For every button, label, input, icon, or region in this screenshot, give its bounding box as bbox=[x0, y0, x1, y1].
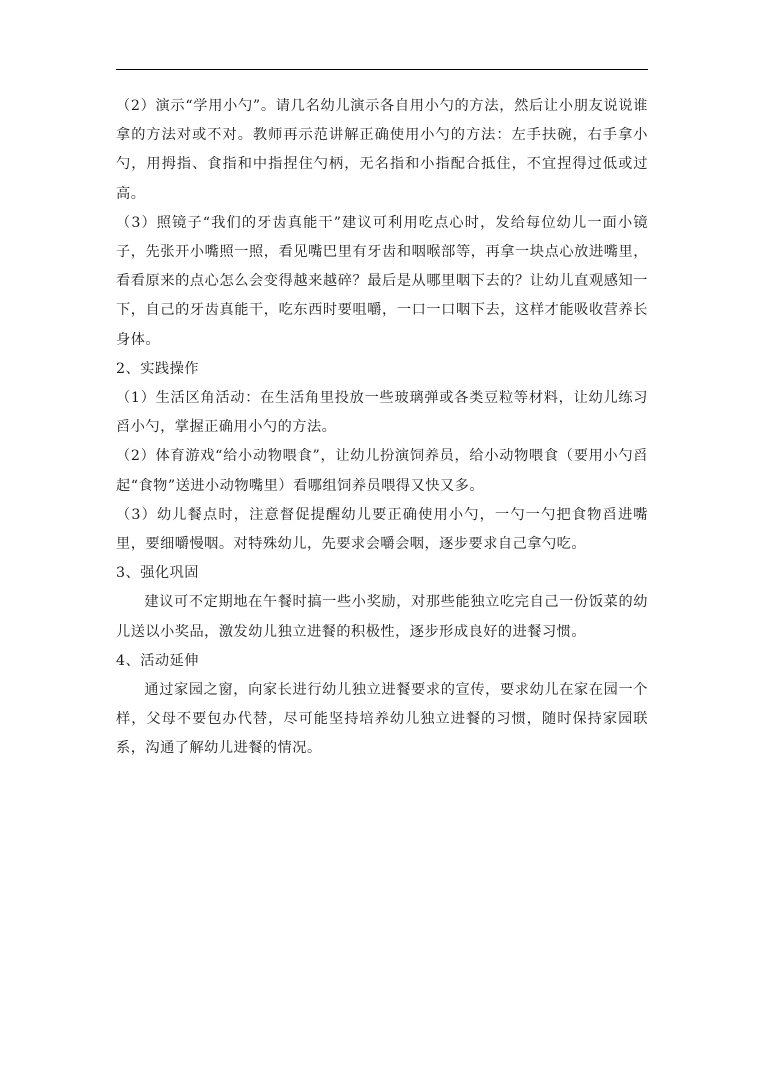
section-heading-extension: 4、活动延伸 bbox=[116, 652, 199, 669]
paragraph-mirror-teeth: （3）照镜子“我们的牙齿真能干”建议可利用吃点心时，发给每位幼儿一面小镜子，先张开小嘴照一照，看见嘴巴里有牙齿和咽喉部等，再拿一块点心放进嘴里，看看原来的点心怎么会变得越来越碎？最后是从哪里咽下去的？让幼儿直观感知一下，自己的牙齿真能干，吃东西时要咀嚼，一口一口咽下去，这样才能吸收营养长身体。 bbox=[116, 214, 648, 348]
section-heading-practice: 2、实践操作 bbox=[116, 360, 199, 377]
header-rule bbox=[116, 69, 648, 70]
paragraph-home-school: 通过家园之窗，向家长进行幼儿独立进餐要求的宣传，要求幼儿在家在园一个样，父母不要包办代替，尽可能坚持培养幼儿独立进餐的习惯，随时保持家园联系，沟通了解幼儿进餐的情况。 bbox=[116, 682, 648, 757]
paragraph-demo-spoon: （2）演示“学用小勺”。请几名幼儿演示各自用小勺的方法，然后让小朋友说说谁拿的方法对或不对。教师再示范讲解正确使用小勺的方法：左手扶碗，右手拿小勺，用拇指、食指和中指捏住勺柄，无名指和小指配合抵住，不宜捏得过低或过高。 bbox=[116, 98, 648, 202]
section-heading-reinforce: 3、强化巩固 bbox=[116, 565, 199, 582]
paragraph-rewards: 建议可不定期地在午餐时搞一些小奖励，对那些能独立吃完自己一份饭菜的幼儿送以小奖品，激发幼儿独立进餐的积极性，逐步形成良好的进餐习惯。 bbox=[116, 594, 648, 640]
paragraph-life-corner: （1）生活区角活动：在生活角里投放一些玻璃弹或各类豆粒等材料，让幼儿练习舀小勺，掌握正确用小勺的方法。 bbox=[116, 390, 648, 436]
document-body bbox=[116, 92, 648, 764]
paragraph-meal-time: （3）幼儿餐点时，注意督促提醒幼儿要正确使用小勺，一勺一勺把食物舀进嘴里，要细嚼慢咽。对特殊幼儿，先要求会嚼会咽，逐步要求自己拿勺吃。 bbox=[116, 506, 648, 553]
paragraph-sports-game: （2）体育游戏“给小动物喂食”，让幼儿扮演饲养员，给小动物喂食（要用小勺舀起“食物”送进小动物嘴里）看哪组饲养员喂得又快又多。 bbox=[116, 448, 648, 494]
